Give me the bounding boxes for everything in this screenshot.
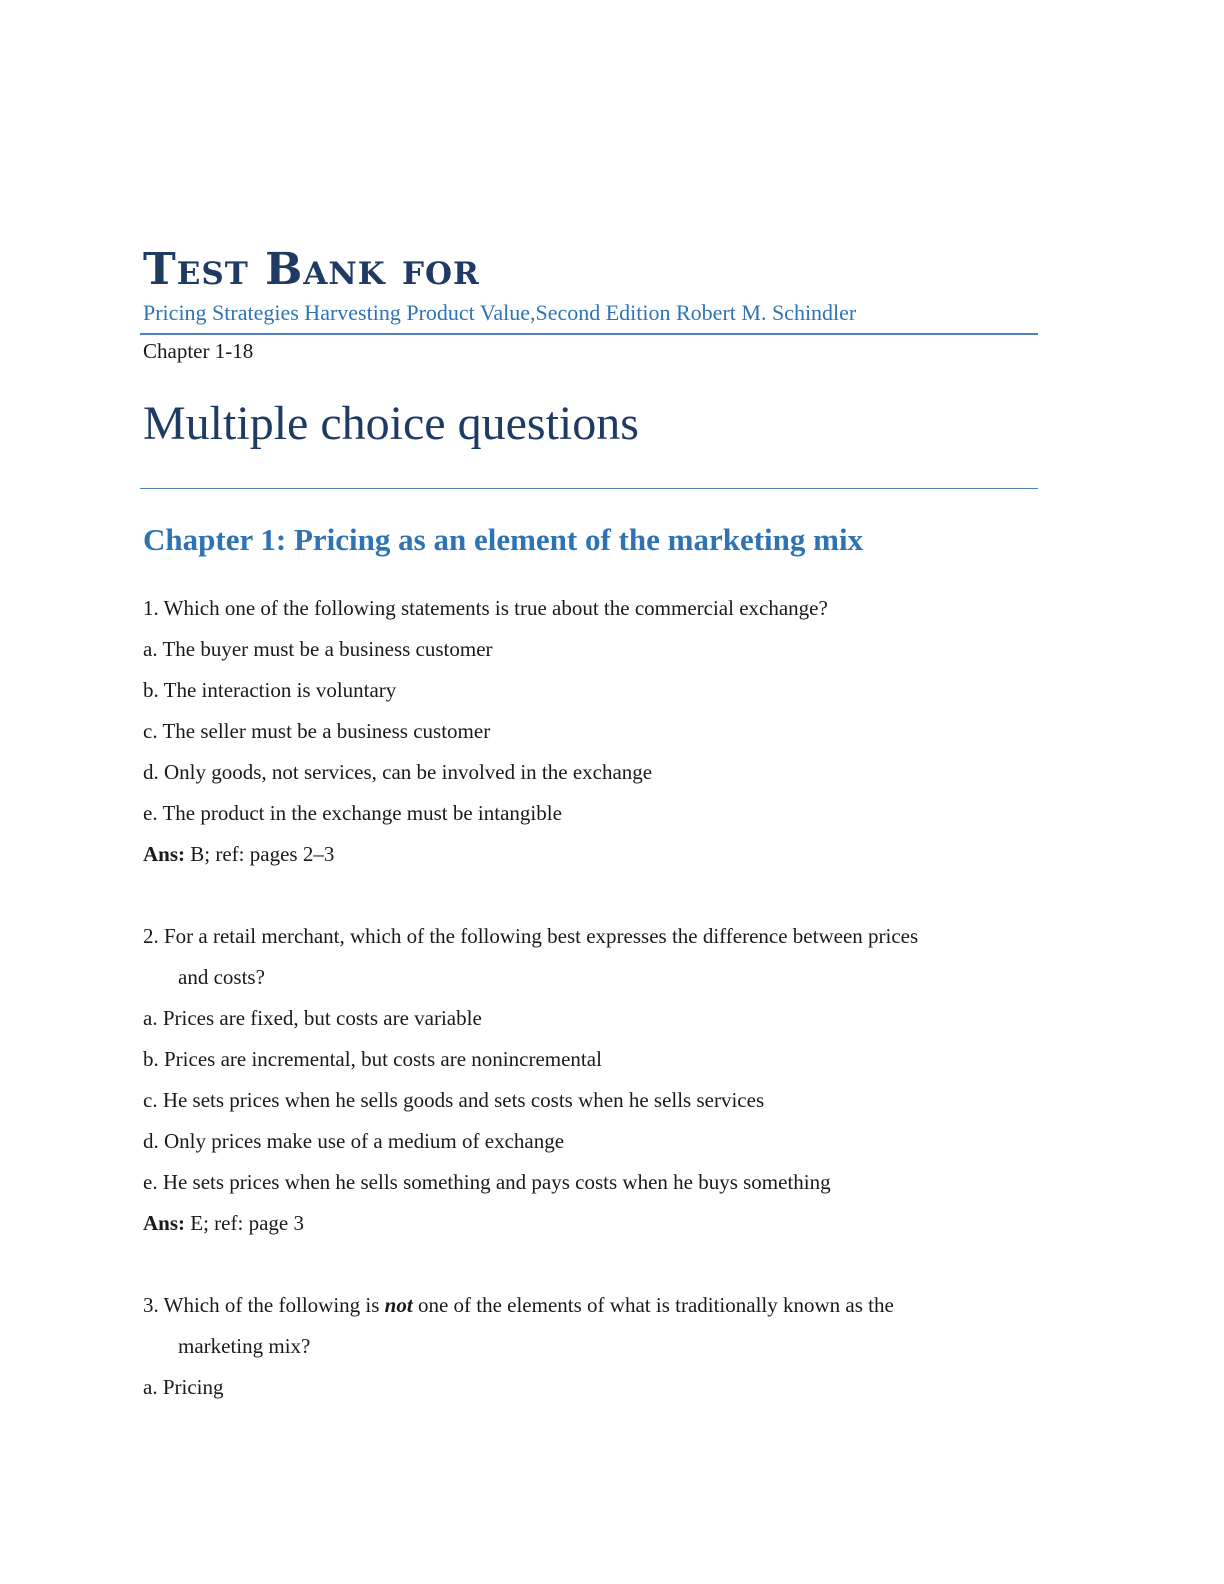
stem-after: one of the elements of what is traditionally known as the xyxy=(412,1293,894,1317)
option-d: d. Only prices make use of a medium of exchange xyxy=(143,1129,565,1153)
option-a: a. The buyer must be a business customer xyxy=(143,637,493,661)
answer-label: Ans: xyxy=(143,842,186,866)
question-stem: 2. For a retail merchant, which of the following best expresses the difference between prices xyxy=(143,924,919,948)
question-stem-continued: marketing mix? xyxy=(178,1334,311,1358)
option-a: a. Pricing xyxy=(143,1375,224,1399)
answer-line xyxy=(143,1203,1038,1244)
question-3 xyxy=(143,1285,1038,1408)
chapter-range: Chapter 1-18 xyxy=(143,339,254,363)
stem-emphasis: not xyxy=(384,1293,413,1317)
answer-text: E; ref: page 3 xyxy=(185,1211,304,1235)
option-c: c. The seller must be a business customer xyxy=(143,719,491,743)
option-a: a. Prices are fixed, but costs are variable xyxy=(143,1006,482,1030)
question-stem: 1. Which one of the following statements is true about the commercial exchange? xyxy=(143,596,828,620)
question-list xyxy=(143,588,1038,1449)
option-d: d. Only goods, not services, can be involved in the exchange xyxy=(143,760,653,784)
answer-label: Ans: xyxy=(143,1211,186,1235)
question-stem xyxy=(143,1285,1038,1326)
question-2 xyxy=(143,916,1038,1244)
section-divider xyxy=(140,488,1038,489)
question-1 xyxy=(143,588,1038,875)
document-title: Test Bank for xyxy=(143,244,480,295)
title-divider xyxy=(140,333,1038,335)
chapter-heading: Chapter 1: Pricing as an element of the marketing mix xyxy=(143,522,864,557)
option-c: c. He sets prices when he sells goods and sets costs when he sells services xyxy=(143,1088,765,1112)
option-b: b. Prices are incremental, but costs are nonincremental xyxy=(143,1047,602,1071)
option-b: b. The interaction is voluntary xyxy=(143,678,397,702)
section-title: Multiple choice questions xyxy=(143,397,639,450)
option-e: e. The product in the exchange must be intangible xyxy=(143,801,562,825)
question-stem-continued: and costs? xyxy=(178,965,265,989)
stem-before: 3. Which of the following is xyxy=(143,1293,385,1317)
answer-text: B; ref: pages 2–3 xyxy=(185,842,335,866)
document-subtitle: Pricing Strategies Harvesting Product Value,Second Edition Robert M. Schindler xyxy=(143,300,857,325)
option-e: e. He sets prices when he sells something and pays costs when he buys something xyxy=(143,1170,831,1194)
answer-line xyxy=(143,834,1038,875)
